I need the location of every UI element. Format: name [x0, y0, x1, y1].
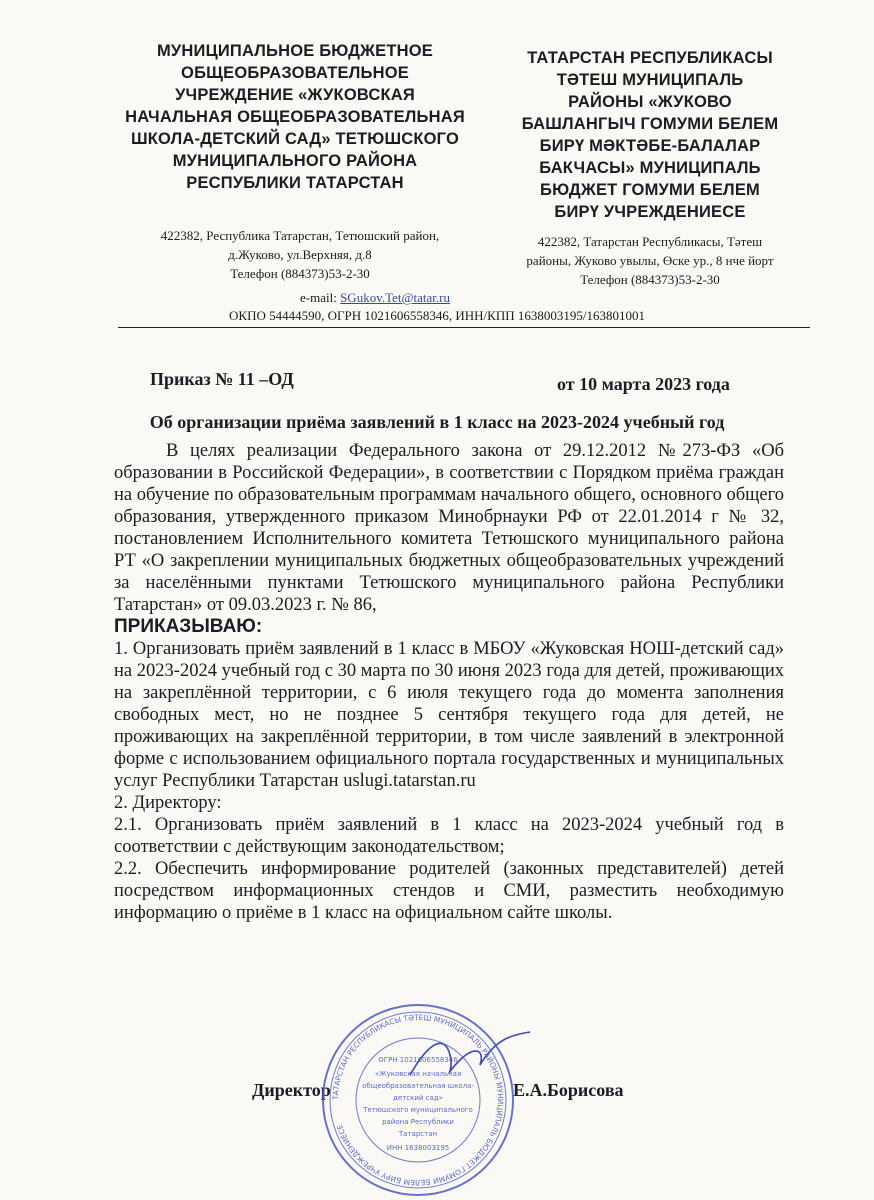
email-label: e-mail: [300, 290, 341, 305]
order-item-1: 1. Организовать приём заявлений в 1 класс в МБОУ «Жуковская НОШ-детский сад» на 2023-2024 учебный год с 30 марта по 30 июня 2023 года для детей, проживающих на закреплённой территории, с 6 июля текущего года до момента заполнения свободных мест, но не позднее 5 сентября текущего года для детей, не проживающих на закреплённой территории, в том числе заявлений в электронной форме с использованием официального портала государственных и муниципальных услуг Республики Татарстан uslugi.tatarstan.ru [114, 639, 784, 791]
order-title: Об организации приёма заявлений в 1 класс на 2023-2024 учебный год [149, 412, 725, 432]
header-divider [118, 327, 810, 328]
stamp-line: Татарстан [398, 1130, 438, 1138]
stamp-ring-text: ТАТАРСТАН РЕСПУБЛИКАСЫ ТӘТЕШ МУНИЦИПАЛЬ РАЙОНЫ МУНИЦИПАЛЬ БЮДЖЕТ ГОМУМИ БЕЛЕМ БИРҮ УЧРЕЖДЕНИЕСЕ [330, 1012, 506, 1188]
order-item-2-1: 2.1. Организовать приём заявлений в 1 класс на 2023-2024 учебный год в соответствии с действующим законодательством; [114, 815, 784, 857]
org-line: БЮДЖЕТ ГОМУМИ БЕЛЕМ [540, 181, 760, 199]
stamp-line: общеобразовательная школа- [362, 1082, 474, 1090]
official-stamp [318, 1000, 518, 1200]
email-line [300, 290, 700, 306]
address-line: 422382, Татарстан Республикасы, Тәтеш [537, 234, 763, 249]
org-line: БАКЧАСЫ» МУНИЦИПАЛЬ [539, 159, 761, 177]
address-line: Телефон (884373)53-2-30 [580, 272, 720, 287]
stamp-line: ИНН 1638003195 [386, 1144, 450, 1152]
preamble-paragraph: В целях реализации Федерального закона от 29.12.2012 №273-ФЗ «Об образовании в Российской Федерации», в соответствии с Порядком приёма граждан на обучение по образовательным программам начального общего, основного общего образования, утвержденного приказом Минобрнауки РФ от 22.01.2014 г № 32, постановлением Исполнительного комитета Тетюшского муниципального района РТ «О закреплении муниципальных бюджетных общеобразовательных учреждений за населёнными пунктами Тетюшского муниципального района Республики Татарстан» от 09.03.2023 г. № 86, [114, 441, 784, 615]
stamp-line: района Республики [382, 1118, 454, 1126]
address-line: д.Жуково, ул.Верхняя, д.8 [228, 247, 372, 262]
org-line: ОБЩЕОБРАЗОВАТЕЛЬНОЕ [181, 64, 409, 82]
address-tatar [500, 232, 800, 289]
org-line: ШКОЛА-ДЕТСКИЙ САД» ТЕТЮШСКОГО [130, 130, 460, 148]
org-line: РЕСПУБЛИКИ ТАТАРСТАН [186, 174, 404, 192]
org-line: МУНИЦИПАЛЬНОЕ БЮДЖЕТНОЕ [156, 42, 434, 60]
address-russian [120, 226, 480, 283]
org-name-tatar [500, 47, 800, 223]
signatory-name: Е.А.Борисова [513, 1080, 624, 1100]
org-line: БИРҮ МӘКТӘБЕ-БАЛАЛАР [539, 137, 761, 155]
org-line: БИРҮ УЧРЕЖДЕНИЕСЕ [554, 203, 746, 221]
org-name-russian [100, 40, 490, 194]
order-item-2-2: 2.2. Обеспечить информирование родителей (законных представителей) детей посредством информационных стендов и СМИ, разместить необходимую информацию о приёме в 1 класс на официальном сайте школы. [114, 859, 784, 923]
address-line: районы, Жуково увылы, Өске ур., 8 нче йорт [526, 253, 774, 268]
org-line: БАШЛАНГЫЧ ГОМУМИ БЕЛЕМ [521, 115, 779, 133]
org-line: РАЙОНЫ «ЖУКОВО [568, 93, 732, 111]
stamp-line: детский сад» [393, 1094, 443, 1102]
org-line: ТАТАРСТАН РЕСПУБЛИКАСЫ [527, 49, 773, 67]
order-date: от 10 марта 2023 года [557, 374, 730, 394]
order-word: ПРИКАЗЫВАЮ: [114, 616, 263, 637]
address-line: Телефон (884373)53-2-30 [230, 266, 370, 281]
stamp-line: «Жуковская начальная [374, 1070, 462, 1078]
address-line: 422382, Республика Татарстан, Тетюшский район, [160, 228, 440, 243]
registration-codes: ОКПО 54444590, ОГРН 1021606558346, ИНН/КПП 1638003195/163801001 [229, 308, 645, 323]
order-body [114, 440, 784, 924]
org-line: ТӘТЕШ МУНИЦИПАЛЬ [556, 71, 744, 89]
org-line: УЧРЕЖДЕНИЕ «ЖУКОВСКАЯ [175, 86, 415, 104]
stamp-line: Тетюшского муниципального [363, 1106, 473, 1114]
signatory-role: Директор [252, 1080, 331, 1100]
order-number: Приказ № 11 –ОД [150, 369, 294, 389]
org-line: МУНИЦИПАЛЬНОГО РАЙОНА [172, 152, 418, 170]
stamp-line: ОГРН 1021606558346 [378, 1056, 458, 1064]
org-line: НАЧАЛЬНАЯ ОБЩЕОБРАЗОВАТЕЛЬНАЯ [125, 108, 465, 126]
order-item-2: 2. Директору: [114, 793, 222, 813]
email-link[interactable]: SGukov.Tet@tatar.ru [340, 290, 450, 305]
